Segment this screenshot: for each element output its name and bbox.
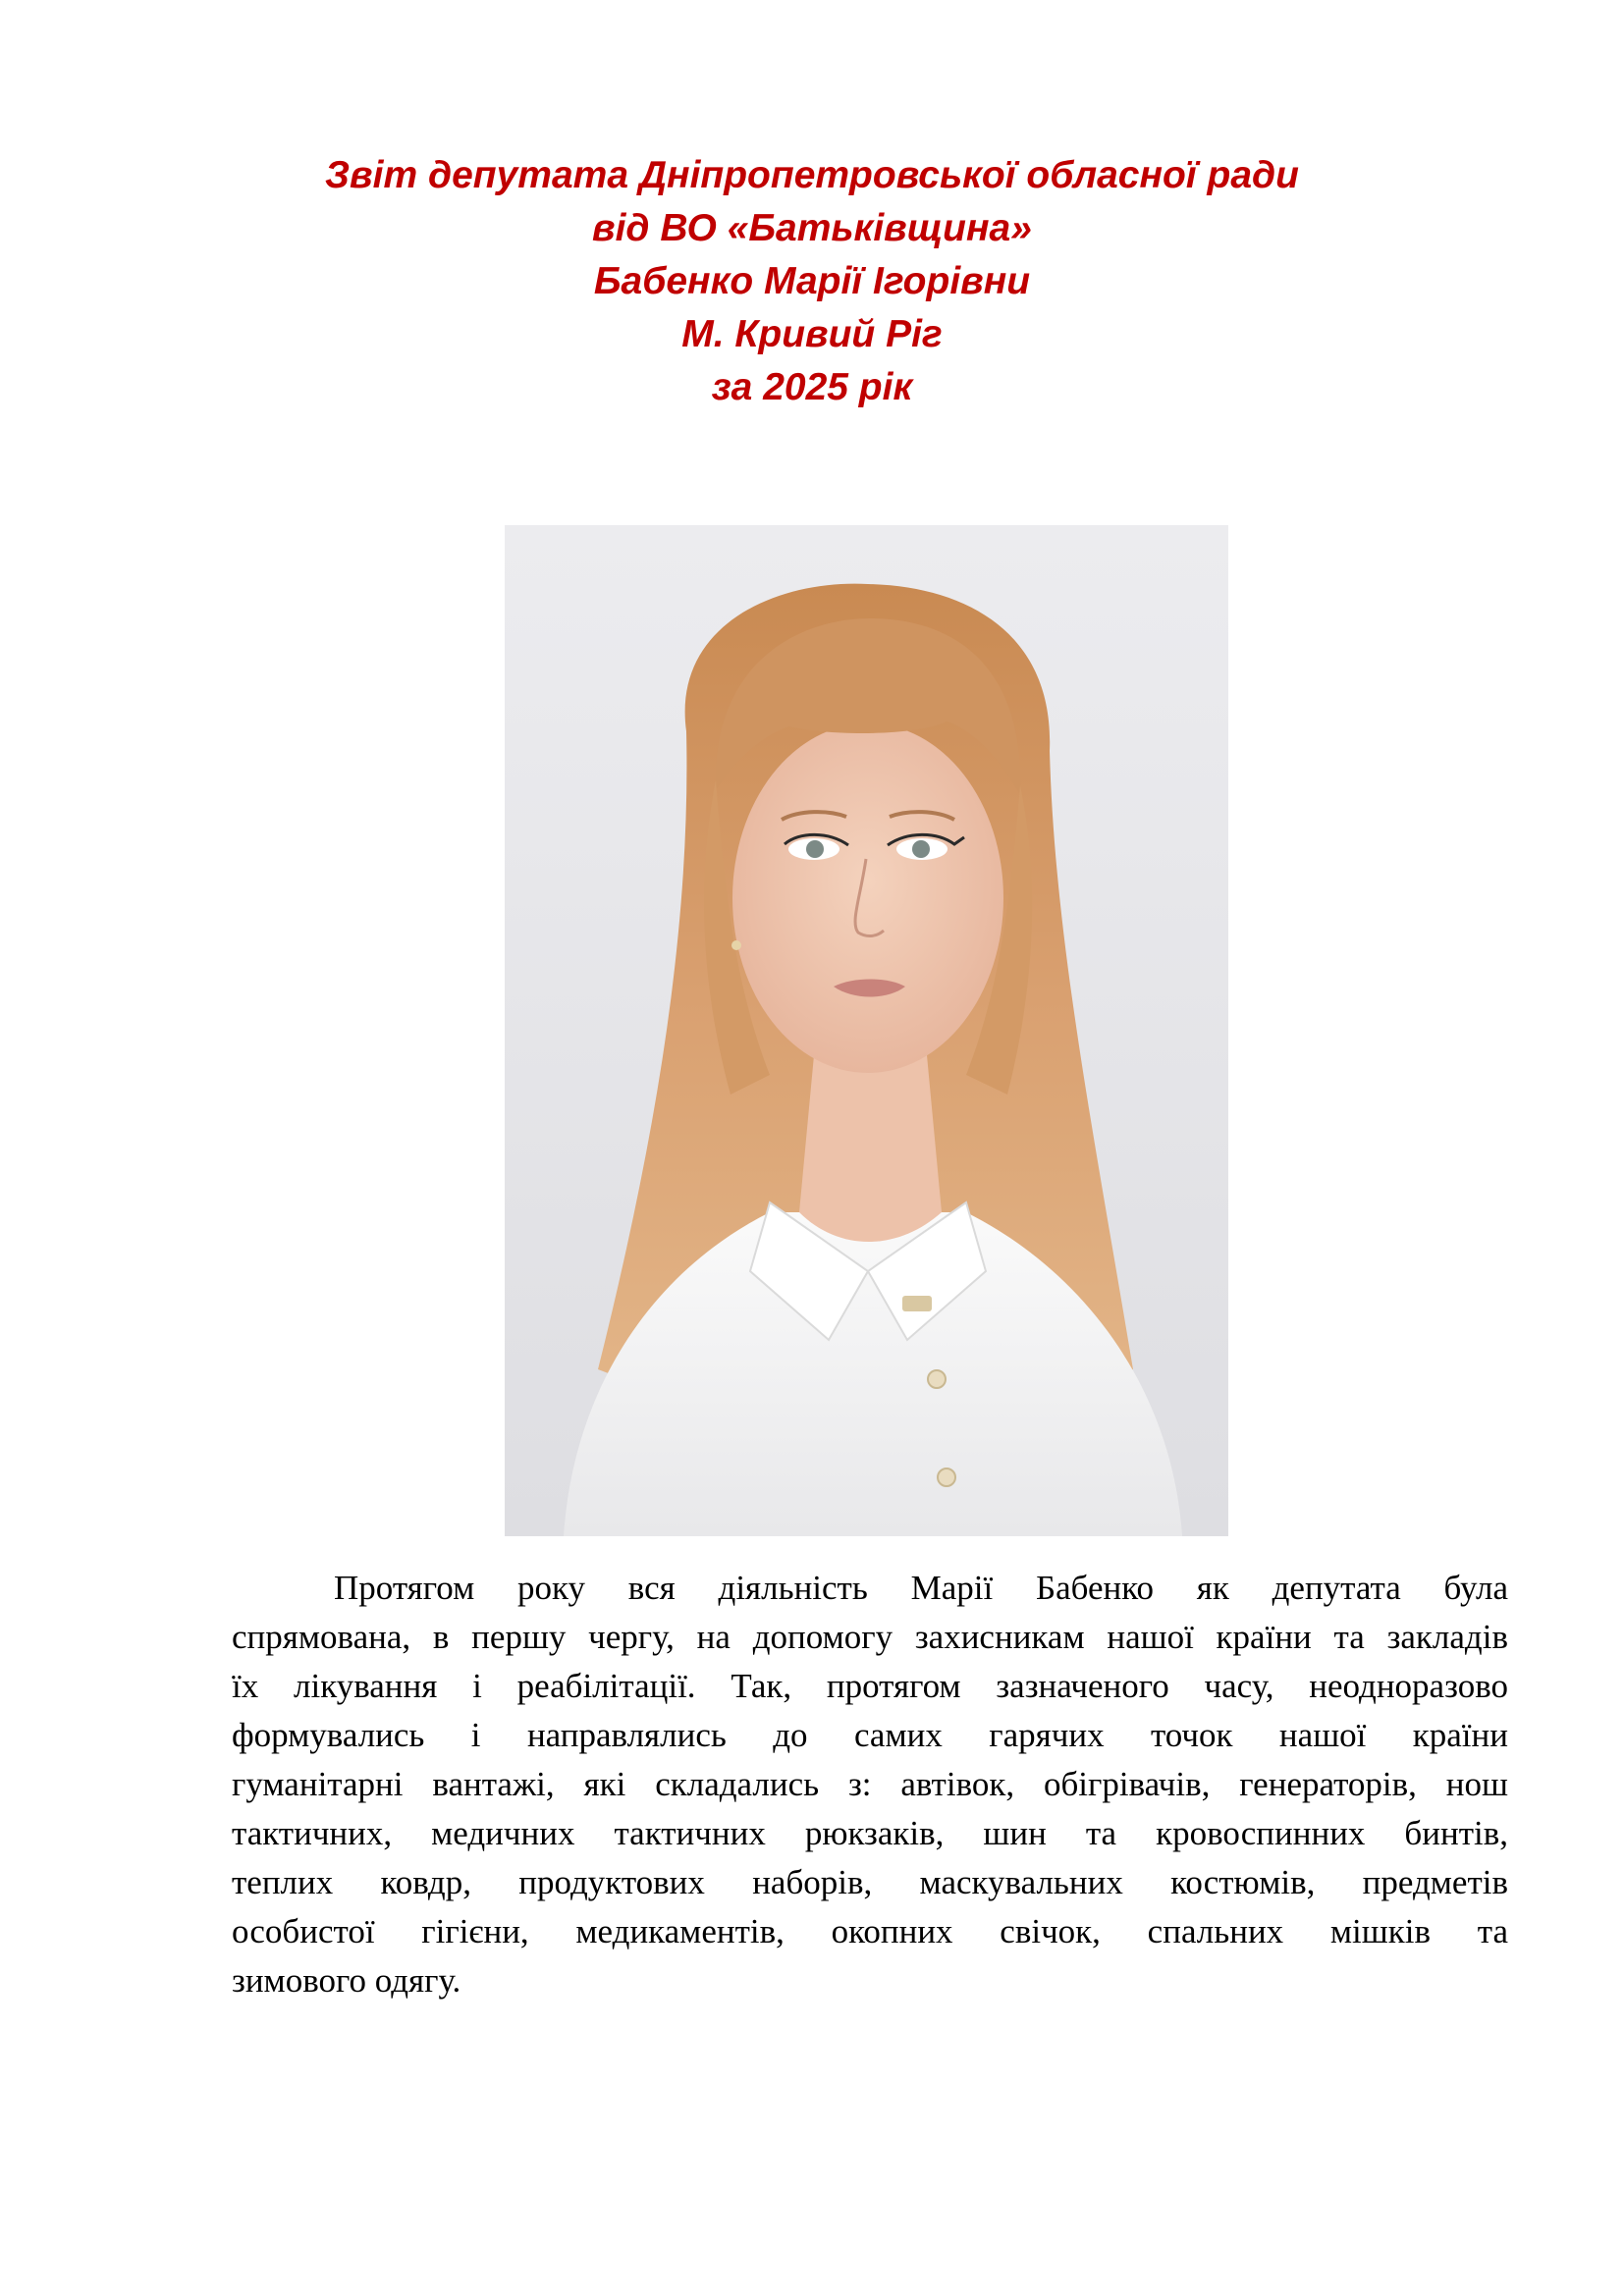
portrait-illustration <box>505 525 1228 1536</box>
paragraph-line: Протягом року вся діяльність Марії Бабенко як депутата була <box>334 1569 1508 1607</box>
report-title <box>0 149 1624 414</box>
title-line: Бабенко Марії Ігорівни <box>593 260 1031 302</box>
paragraph-line: тактичних, медичних тактичних рюкзаків, шин та кровоспинних бинтів, <box>232 1814 1508 1852</box>
report-body-paragraph <box>232 1564 1508 2005</box>
portrait-photo <box>505 525 1228 1536</box>
paragraph-line: гуманітарні вантажі, які складались з: автівок, обігрівачів, генераторів, нош <box>232 1765 1508 1803</box>
title-line: за 2025 рік <box>711 366 913 408</box>
paragraph-line: спрямована, в першу чергу, на допомогу захисникам нашої країни та закладів <box>232 1618 1508 1656</box>
paragraph-line: зимового одягу. <box>232 1961 461 2000</box>
title-line: Звіт депутата Дніпропетровської обласної ради <box>325 154 1299 196</box>
title-line: від ВО «Батьківщина» <box>592 207 1032 249</box>
paragraph-line: їх лікування і реабілітації. Так, протягом зазначеного часу, неодноразово <box>232 1667 1508 1705</box>
paragraph-line: особистої гігієни, медикаментів, окопних свічок, спальних мішків та <box>232 1912 1508 1950</box>
title-line: М. Кривий Ріг <box>681 313 943 355</box>
paragraph-line: теплих ковдр, продуктових наборів, маскувальних костюмів, предметів <box>232 1863 1508 1901</box>
paragraph-line: формувались і направлялись до самих гарячих точок нашої країни <box>232 1716 1508 1754</box>
